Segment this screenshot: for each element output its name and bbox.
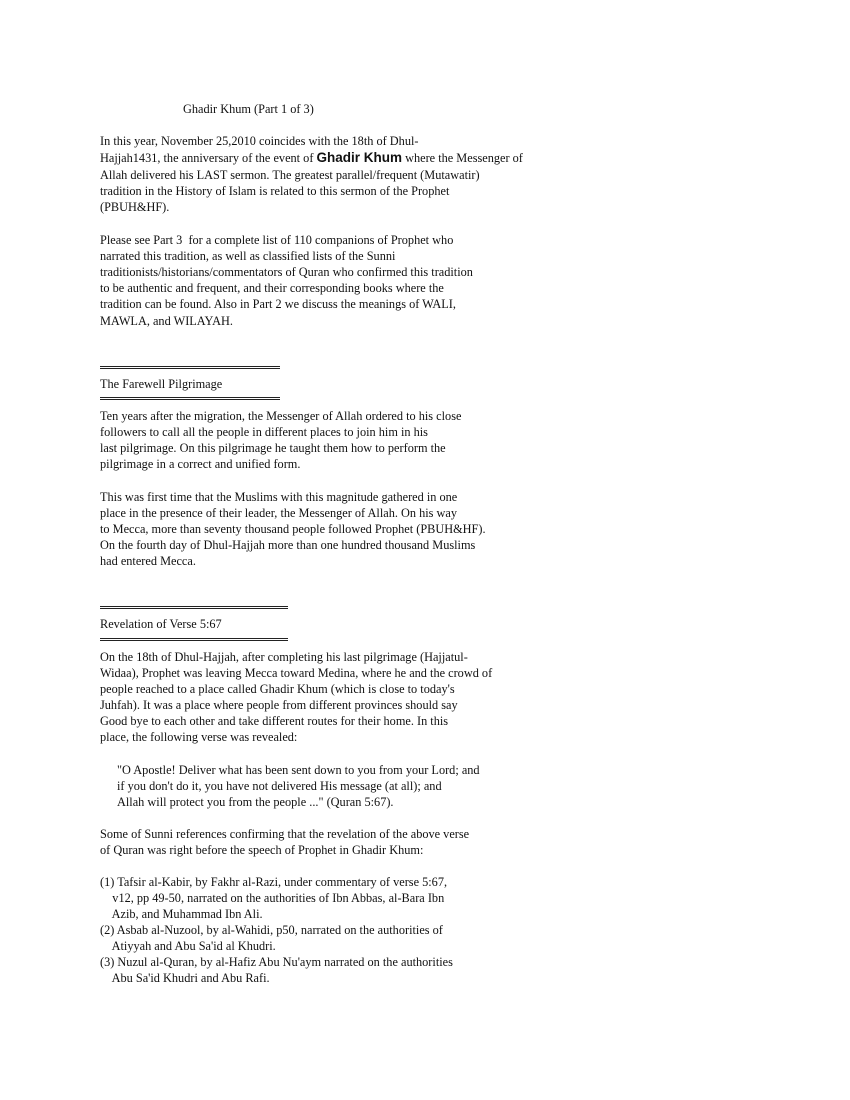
paragraph-line: Widaa), Prophet was leaving Mecca toward Medina, where he and the crowd of bbox=[100, 666, 493, 680]
paragraph-line: Some of Sunni references confirming that the revelation of the above verse bbox=[100, 827, 470, 841]
see-part3-line: traditionists/historians/commentators of Quran who confirmed this tradition bbox=[100, 265, 473, 279]
reference-line: v12, pp 49-50, narrated on the authorities of Ibn Abbas, al-Bara Ibn bbox=[100, 891, 445, 905]
see-part3-line: MAWLA, and WILAYAH. bbox=[100, 314, 233, 328]
paragraph-line: place in the presence of their leader, the Messenger of Allah. On his way bbox=[100, 506, 458, 520]
intro-line: In this year, November 25,2010 coincides with the 18th of Dhul- bbox=[100, 134, 419, 148]
paragraph-line: pilgrimage in a correct and unified form. bbox=[100, 457, 301, 471]
section-rule-top bbox=[100, 366, 280, 369]
reference-line: Abu Sa'id Khudri and Abu Rafi. bbox=[100, 971, 270, 985]
page-title: Ghadir Khum (Part 1 of 3) bbox=[183, 102, 314, 116]
paragraph-line: had entered Mecca. bbox=[100, 554, 196, 568]
paragraph-line: followers to call all the people in different places to join him in his bbox=[100, 425, 428, 439]
section-rule-top bbox=[100, 606, 288, 609]
paragraph-line: On the fourth day of Dhul-Hajjah more than one hundred thousand Muslims bbox=[100, 538, 476, 552]
intro-line: Allah delivered his LAST sermon. The greatest parallel/frequent (Mutawatir) bbox=[100, 168, 480, 182]
intro-line bbox=[100, 150, 523, 166]
intro-text: Hajjah1431, the anniversary of the event of bbox=[100, 151, 317, 165]
paragraph-line: On the 18th of Dhul-Hajjah, after completing his last pilgrimage (Hajjatul- bbox=[100, 650, 468, 664]
quote-line: Allah will protect you from the people ..." (Quran 5:67). bbox=[117, 795, 394, 809]
section-heading-revelation: Revelation of Verse 5:67 bbox=[100, 617, 222, 631]
paragraph-line: to Mecca, more than seventy thousand people followed Prophet (PBUH&HF). bbox=[100, 522, 486, 536]
emphasis-ghadir-khum: Ghadir Khum bbox=[316, 150, 403, 165]
paragraph-line: place, the following verse was revealed: bbox=[100, 730, 298, 744]
paragraph-line: people reached to a place called Ghadir Khum (which is close to today's bbox=[100, 682, 455, 696]
paragraph-line: last pilgrimage. On this pilgrimage he taught them how to perform the bbox=[100, 441, 446, 455]
section-rule-bottom bbox=[100, 397, 280, 400]
paragraph-line: Good bye to each other and take different routes for their home. In this bbox=[100, 714, 449, 728]
reference-line: (3) Nuzul al-Quran, by al-Hafiz Abu Nu'aym narrated on the authorities bbox=[100, 955, 453, 969]
paragraph-line: of Quran was right before the speech of Prophet in Ghadir Khum: bbox=[100, 843, 424, 857]
paragraph-line: Juhfah). It was a place where people from different provinces should say bbox=[100, 698, 458, 712]
see-part3-line: to be authentic and frequent, and their corresponding books where the bbox=[100, 281, 444, 295]
intro-line: (PBUH&HF). bbox=[100, 200, 170, 214]
reference-line: (2) Asbab al-Nuzool, by al-Wahidi, p50, narrated on the authorities of bbox=[100, 923, 443, 937]
reference-line: (1) Tafsir al-Kabir, by Fakhr al-Razi, under commentary of verse 5:67, bbox=[100, 875, 448, 889]
reference-line: Atiyyah and Abu Sa'id al Khudri. bbox=[100, 939, 276, 953]
see-part3-line: Please see Part 3 for a complete list of 110 companions of Prophet who bbox=[100, 233, 454, 247]
intro-text: where the Messenger of bbox=[402, 151, 523, 165]
paragraph-line: This was first time that the Muslims with this magnitude gathered in one bbox=[100, 490, 458, 504]
section-rule-bottom bbox=[100, 638, 288, 641]
intro-line: tradition in the History of Islam is related to this sermon of the Prophet bbox=[100, 184, 450, 198]
see-part3-line: tradition can be found. Also in Part 2 we discuss the meanings of WALI, bbox=[100, 297, 456, 311]
quote-line: "O Apostle! Deliver what has been sent down to you from your Lord; and bbox=[117, 763, 480, 777]
reference-line: Azib, and Muhammad Ibn Ali. bbox=[100, 907, 263, 921]
see-part3-line: narrated this tradition, as well as classified lists of the Sunni bbox=[100, 249, 396, 263]
quote-line: if you don't do it, you have not delivered His message (at all); and bbox=[117, 779, 442, 793]
section-heading-farewell: The Farewell Pilgrimage bbox=[100, 377, 223, 391]
paragraph-line: Ten years after the migration, the Messenger of Allah ordered to his close bbox=[100, 409, 462, 423]
